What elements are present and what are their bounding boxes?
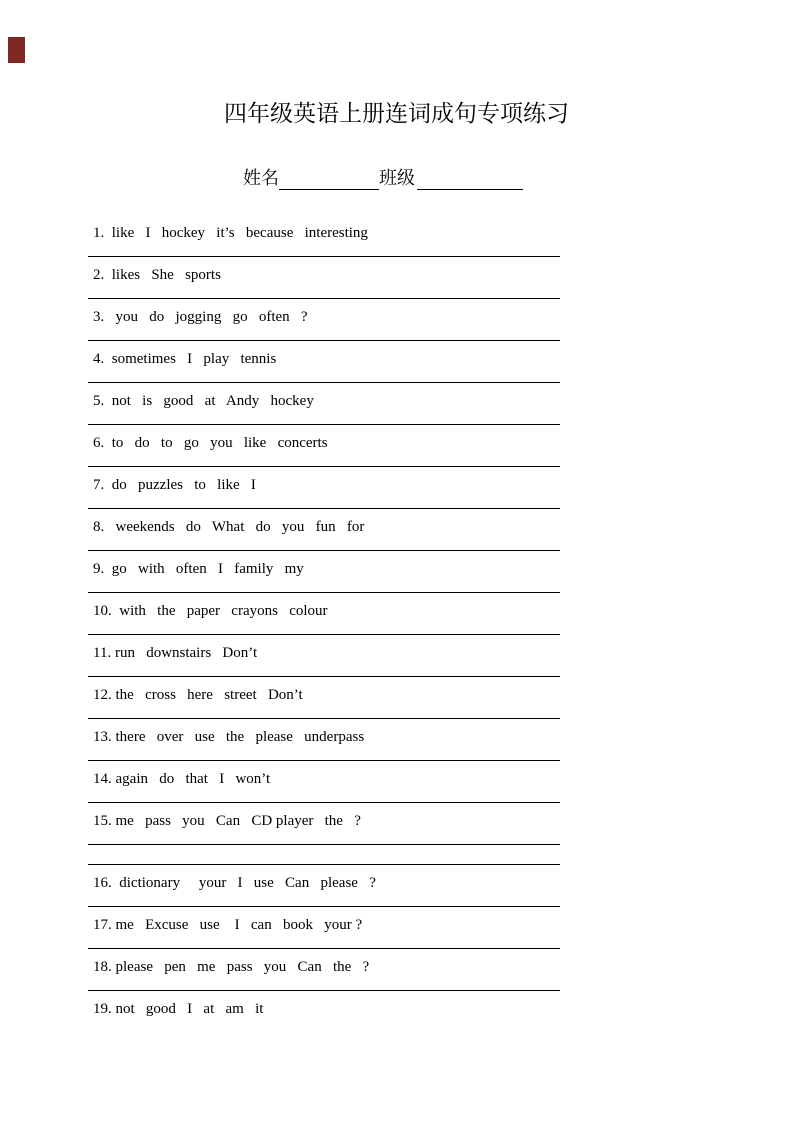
exercise-item <box>88 560 560 602</box>
exercise-item <box>88 518 560 560</box>
answer-line <box>88 256 560 257</box>
class-label: 班级 <box>379 168 415 188</box>
exercise-item <box>88 350 560 392</box>
answer-line <box>88 592 560 593</box>
item-text: 9. go with often I family my <box>93 561 304 577</box>
item-text: 1. like I hockey it’s because interesting <box>93 225 368 241</box>
item-text: 10. with the paper crayons colour <box>93 603 328 619</box>
answer-line <box>88 844 560 845</box>
answer-line <box>88 676 560 677</box>
answer-line <box>88 906 560 907</box>
exercise-item <box>88 224 560 266</box>
exercise-item <box>88 812 560 874</box>
answer-line <box>88 802 560 803</box>
item-text: 18. please pen me pass you Can the ? <box>93 959 370 975</box>
name-blank-line <box>279 168 379 190</box>
answer-line <box>88 508 560 509</box>
item-text: 5. not is good at Andy hockey <box>93 393 314 409</box>
item-text: 11. run downstairs Don’t <box>93 645 258 661</box>
exercise-item <box>88 434 560 476</box>
exercise-item <box>88 602 560 644</box>
exercise-item <box>88 476 560 518</box>
exercise-item <box>88 728 560 770</box>
answer-line <box>88 382 560 383</box>
item-text: 12. the cross here street Don’t <box>93 687 303 703</box>
answer-line <box>88 298 560 299</box>
item-text: 4. sometimes I play tennis <box>93 351 277 367</box>
answer-line <box>88 948 560 949</box>
item-text: 2. likes She sports <box>93 267 221 283</box>
item-text: 16. dictionary your I use Can please ? <box>93 875 376 891</box>
answer-line <box>88 760 560 761</box>
item-text: 6. to do to go you like concerts <box>93 435 328 451</box>
page-title: 四年级英语上册连词成句专项练习 <box>224 101 569 126</box>
exercise-item <box>88 644 560 686</box>
answer-line <box>88 424 560 425</box>
item-text: 3. you do jogging go often ? <box>93 309 308 325</box>
class-blank-line <box>417 168 523 190</box>
answer-line <box>88 340 560 341</box>
answer-line <box>88 990 560 991</box>
exercise-item <box>88 392 560 434</box>
exercise-item <box>88 1000 560 1042</box>
item-text: 7. do puzzles to like I <box>93 477 256 493</box>
item-text: 19. not good I at am it <box>93 1001 264 1017</box>
exercise-item <box>88 686 560 728</box>
answer-line <box>88 718 560 719</box>
item-text: 17. me Excuse use I can book your ? <box>93 917 363 933</box>
item-text: 13. there over use the please underpass <box>93 729 365 745</box>
exercise-list <box>88 224 560 1042</box>
answer-line <box>88 864 560 865</box>
answer-line <box>88 550 560 551</box>
exercise-item <box>88 770 560 812</box>
exercise-item <box>88 308 560 350</box>
item-text: 15. me pass you Can CD player the ? <box>93 813 361 829</box>
exercise-item <box>88 266 560 308</box>
exercise-item <box>88 958 560 1000</box>
item-text: 8. weekends do What do you fun for <box>93 519 365 535</box>
name-label: 姓名 <box>243 168 279 188</box>
answer-line <box>88 634 560 635</box>
exercise-item <box>88 916 560 958</box>
name-class-row <box>243 166 523 190</box>
corner-mark <box>8 37 25 63</box>
exercise-item <box>88 874 560 916</box>
answer-line <box>88 466 560 467</box>
item-text: 14. again do that I won’t <box>93 771 271 787</box>
